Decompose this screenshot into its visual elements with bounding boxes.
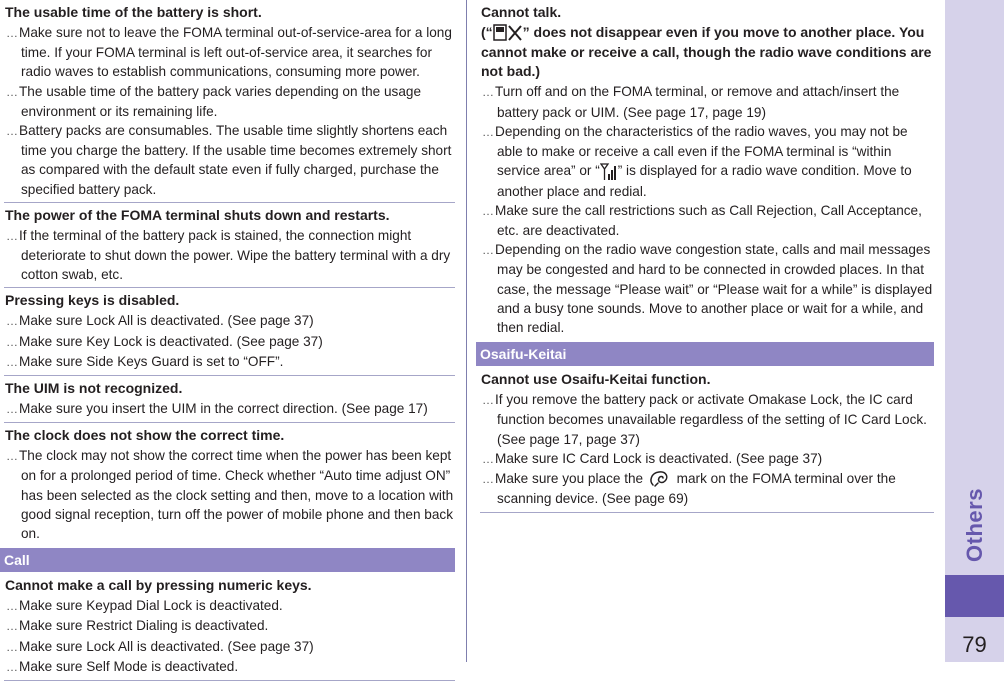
keys-entry xyxy=(4,287,455,375)
clock-item-1: … The clock may not show the correct time when the power has been kept on for a prolonged period of time. Check whether “Auto time adjust ON” has been selected as the clock setting and then, move to a location with good signal reception, turn off the power of mobile phone and then back on. xyxy=(6,448,454,542)
battery-title: The usable time of the battery is short. xyxy=(5,4,262,20)
uim-title: The UIM is not recognized. xyxy=(5,380,183,397)
clock-entry xyxy=(4,422,455,546)
sidebar-section-label: Others xyxy=(961,488,987,562)
battery-item-3: … Battery packs are consumables. The usable time slightly shortens each time you charge the battery. If the usable time becomes extremely short as compared with the default state even if fully charged, purchase the specified battery pack. xyxy=(6,123,452,197)
column-divider xyxy=(466,0,467,662)
uim-entry xyxy=(4,375,455,422)
talk-item-2: … Depending on the characteristics of the radio waves, you may not be able to make or receive a call even if the FOMA terminal is “within service area” or “ ” is displayed for a radio wave condition. Move to another place and redial. xyxy=(482,123,912,199)
call-title: Cannot make a call by pressing numeric keys. xyxy=(5,577,312,594)
power-item-1: … If the terminal of the battery pack is stained, the connection might deteriorate to shut down the power. Wipe the battery terminal with a dry cotton swab, etc. xyxy=(6,227,451,283)
call-section-header: Call xyxy=(0,548,455,572)
talk-item-4: … Depending on the radio wave congestion state, calls and mail messages may be congested and hard to be connected in crowded places. In that case, the message “Please wait” or “Please wait for a while” is displayed and a busy tone sounds. Move to another place or wait for a while, and then redial. xyxy=(482,242,933,335)
clock-title: The clock does not show the correct time. xyxy=(5,427,285,444)
talk-title: Cannot talk. xyxy=(481,4,562,20)
call-item-3: … Make sure Lock All is deactivated. (See page 37) xyxy=(6,638,314,654)
signal-antenna-icon xyxy=(600,162,618,182)
osaifu-title: Cannot use Osaifu-Keitai function. xyxy=(481,371,711,388)
call-item-1: … Make sure Keypad Dial Lock is deactivated. xyxy=(6,598,283,614)
battery-item-2: … The usable time of the battery pack varies depending on the usage environment or its remaining life. xyxy=(6,83,422,119)
power-entry xyxy=(4,202,455,288)
call-item-2: … Make sure Restrict Dialing is deactivated. xyxy=(6,618,269,634)
osaifu-entry xyxy=(480,367,934,512)
felica-mark-icon xyxy=(647,469,673,489)
keys-item-1: … Make sure Lock All is deactivated. (See page 37) xyxy=(6,313,314,329)
right-column xyxy=(480,0,934,513)
osaifu-item-2: … Make sure IC Card Lock is deactivated. (See page 37) xyxy=(482,450,823,466)
keys-item-2: … Make sure Key Lock is deactivated. (See page 37) xyxy=(6,333,323,349)
sidebar-tab-marker xyxy=(945,575,1004,617)
keys-item-3: … Make sure Side Keys Guard is set to “OFF”. xyxy=(6,353,284,369)
power-title: The power of the FOMA terminal shuts down and restarts. xyxy=(5,206,390,223)
osaifu-item-3: … Make sure you place the mark on the FOMA terminal over the scanning device. (See page 69) xyxy=(482,470,896,507)
battery-item-1: … Make sure not to leave the FOMA terminal out-of-service-area for a long time. If your FOMA terminal is left out-of-service area, it searches for radio waves to establish communications, consuming more power. xyxy=(6,25,452,80)
talk-subtitle: (“ ” does not disappear even if you move to another place. You cannot make or receive a call, though the radio wave conditions are not bad.) xyxy=(481,24,932,80)
talk-item-3: … Make sure the call restrictions such as Call Rejection, Call Acceptance, etc. are deactivated. xyxy=(482,202,922,238)
out-of-service-icon xyxy=(493,23,523,43)
keys-title: Pressing keys is disabled. xyxy=(5,292,180,309)
left-column xyxy=(4,0,455,681)
battery-entry xyxy=(4,0,455,202)
uim-item-1: … Make sure you insert the UIM in the correct direction. (See page 17) xyxy=(6,401,428,417)
page-number: 79 xyxy=(962,632,987,657)
call-item-4: … Make sure Self Mode is deactivated. xyxy=(6,658,239,674)
osaifu-item-1: … If you remove the battery pack or activate Omakase Lock, the IC card function becomes unavailable regardless of the setting of IC Card Lock. (See page 17, page 37) xyxy=(482,392,927,447)
talk-entry xyxy=(480,0,934,340)
osaifu-section-header: Osaifu-Keitai xyxy=(476,342,934,366)
call-entry xyxy=(4,573,455,681)
talk-item-1: … Turn off and on the FOMA terminal, or remove and attach/insert the battery pack or UIM. (See page 17, page 19) xyxy=(482,84,900,120)
